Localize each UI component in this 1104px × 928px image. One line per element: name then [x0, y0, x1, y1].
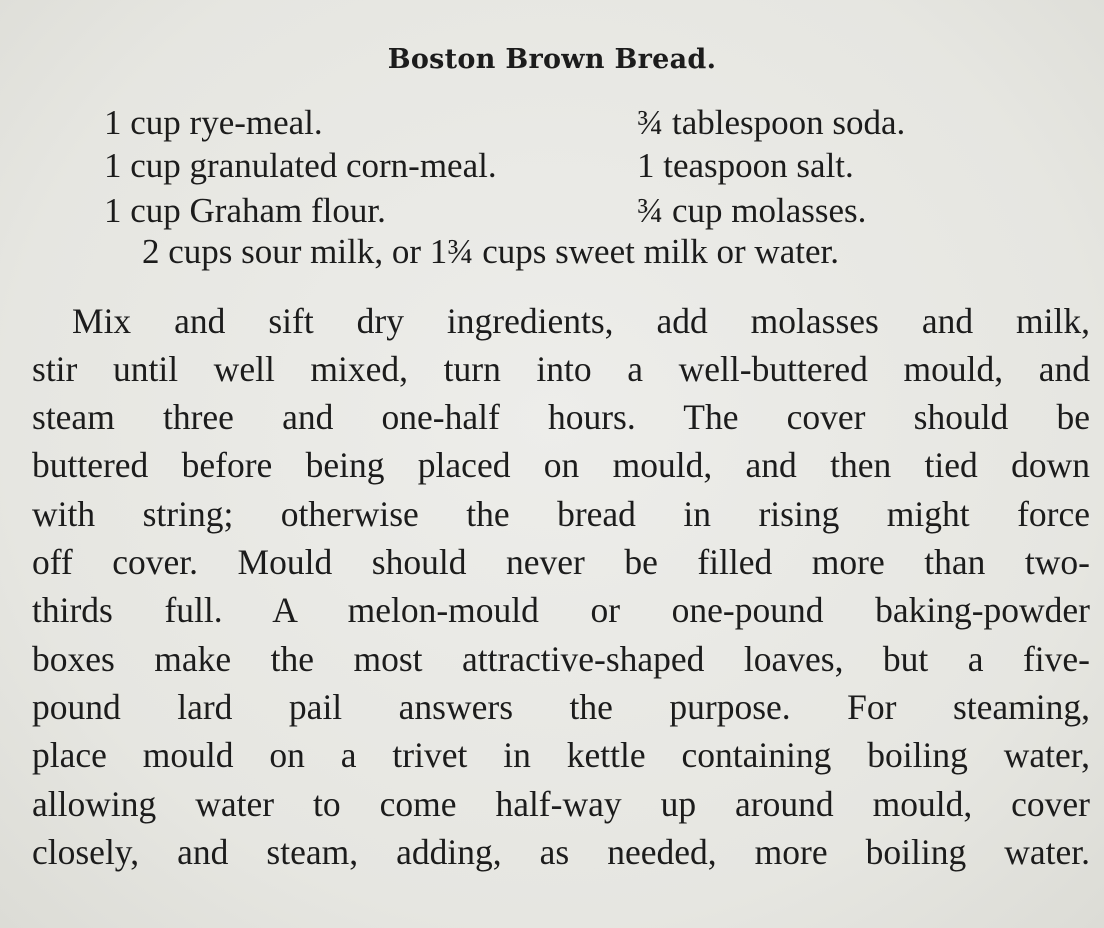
- directions-line: stir until well mixed, turn into a well-buttered mould, and: [32, 349, 1090, 389]
- directions-line: buttered before being placed on mould, and then tied down: [32, 445, 1090, 485]
- recipe-title: Boston Brown Bread.: [387, 44, 717, 75]
- ingredient-milk: 2 cups sour milk, or 1¾ cups sweet milk or water.: [142, 232, 839, 271]
- directions-line: steam three and one-half hours. The cover should be: [32, 397, 1090, 437]
- ingredient-graham-flour: 1 cup Graham flour.: [104, 191, 386, 230]
- directions-line: thirds full. A melon-mould or one-pound baking-powder: [32, 590, 1090, 630]
- ingredient-corn-meal: 1 cup granulated corn-meal.: [104, 146, 497, 185]
- directions-line: boxes make the most attractive-shaped loaves, but a five-: [32, 639, 1090, 679]
- ingredient-soda: ¾ tablespoon soda.: [637, 103, 906, 142]
- directions-line: with string; otherwise the bread in rising might force: [32, 494, 1090, 534]
- directions-line: closely, and steam, adding, as needed, more boiling water.: [32, 832, 1090, 872]
- directions-line: Mix and sift dry ingredients, add molasses and milk,: [72, 301, 1090, 341]
- ingredient-salt: 1 teaspoon salt.: [637, 146, 854, 185]
- directions-line: allowing water to come half-way up around mould, cover: [32, 784, 1090, 824]
- directions-line: place mould on a trivet in kettle containing boiling water,: [32, 735, 1090, 775]
- directions-line: off cover. Mould should never be filled more than two-: [32, 542, 1090, 582]
- directions-line: pound lard pail answers the purpose. For steaming,: [32, 687, 1090, 727]
- ingredient-rye-meal: 1 cup rye-meal.: [104, 103, 323, 142]
- ingredient-molasses: ¾ cup molasses.: [637, 191, 867, 230]
